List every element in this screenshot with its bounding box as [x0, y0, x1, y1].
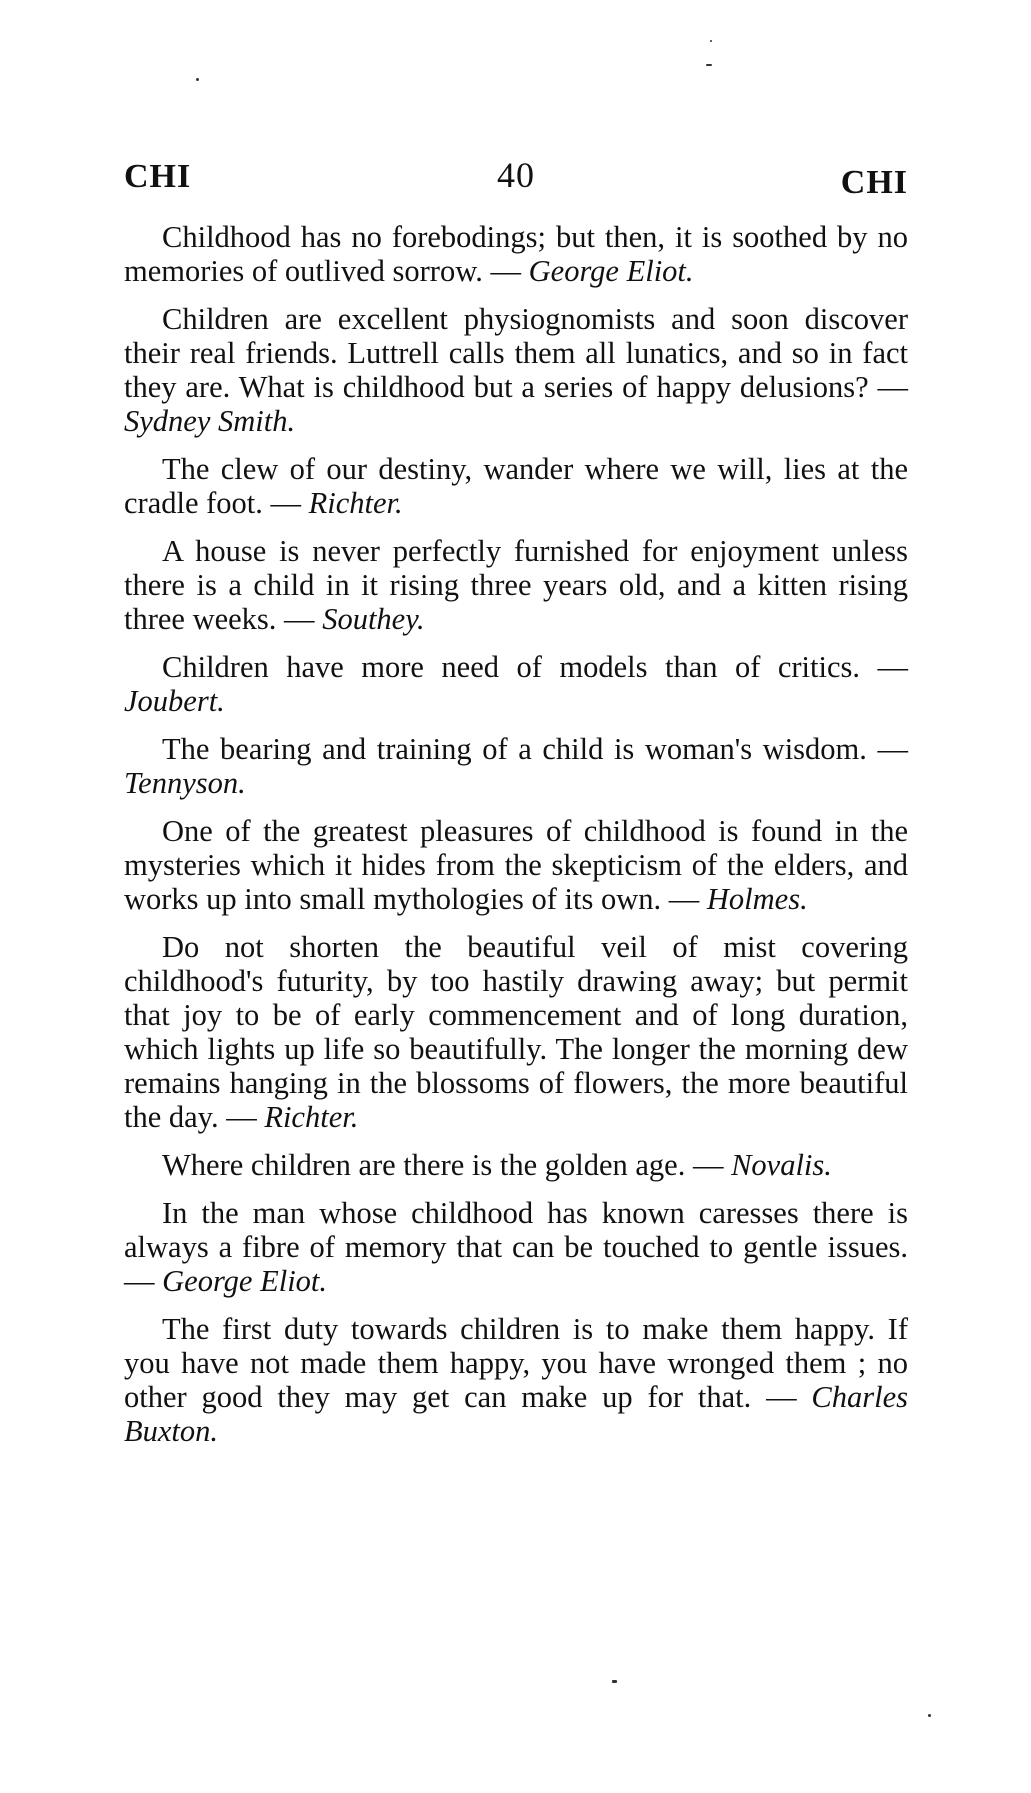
quote-text: Children are excellent physiognomists and soon discover their real friends. Luttrell calls them all lunatics, and so in fact they are. What is childhood but a series of happy delusions? —	[124, 302, 908, 404]
quotation	[124, 732, 908, 800]
print-speck	[710, 40, 712, 42]
print-speck	[196, 78, 199, 81]
quote-author: Charles Buxton.	[124, 1380, 909, 1448]
quote-text: Where children are there is the golden age. —	[162, 1148, 724, 1182]
page-number: 40	[497, 155, 535, 195]
print-speck	[612, 1680, 617, 1683]
header-right-word: CHI	[840, 164, 908, 201]
quotation	[124, 534, 908, 636]
quotation	[124, 1196, 908, 1298]
print-speck	[706, 64, 712, 66]
quotation	[124, 220, 908, 288]
running-header	[124, 155, 908, 202]
quote-text: Childhood has no forebodings; but then, it is soothed by no memories of outlived sorrow. —	[124, 220, 908, 288]
quote-author: Novalis.	[731, 1148, 832, 1182]
quote-author: Sydney Smith.	[124, 404, 296, 438]
quote-text: Children have more need of models than of critics. —	[162, 650, 908, 684]
quotation	[124, 452, 908, 520]
header-left-word: CHI	[124, 158, 192, 195]
quote-text: Do not shorten the beautiful veil of mist covering childhood's futurity, by too hastily drawing away; but permit that joy to be of early commencement and of long duration, which lights up life so beautifully. The longer the morning dew remains hanging in the blossoms of flowers, the more beautiful the day. —	[124, 930, 908, 1134]
quote-author: Richter.	[264, 1100, 359, 1134]
quote-author: Joubert.	[124, 684, 225, 718]
quotation-list	[124, 220, 908, 1462]
quote-text: One of the greatest pleasures of childhood is found in the mysteries which it hides from the skepticism of the elders, and works up into small mythologies of its own. —	[124, 814, 908, 916]
quotation	[124, 814, 908, 916]
quote-text: The bearing and training of a child is woman's wisdom. —	[162, 732, 908, 766]
quotation	[124, 302, 908, 438]
quote-author: Holmes.	[706, 882, 808, 916]
quote-text: In the man whose childhood has known caresses there is always a fibre of memory that can be touched to gentle issues. —	[124, 1196, 908, 1298]
quote-author: Tennyson.	[124, 766, 246, 800]
quote-text: The clew of our destiny, wander where we will, lies at the cradle foot. —	[124, 452, 908, 520]
quote-text: The first duty towards children is to make them happy. If you have not made them happy, you have wronged them ; no other good they may get can make up for that. —	[124, 1312, 908, 1414]
quotation	[124, 1312, 908, 1448]
quotation	[124, 930, 908, 1134]
quotation	[124, 650, 908, 718]
quote-text: A house is never perfectly furnished for enjoyment unless there is a child in it rising three years old, and a kitten rising three weeks. —	[124, 534, 908, 636]
quote-author: Southey.	[322, 602, 425, 636]
quote-author: George Eliot.	[528, 254, 694, 288]
quotation	[124, 1148, 908, 1182]
print-speck	[928, 1714, 931, 1717]
quote-author: George Eliot.	[162, 1264, 328, 1298]
quote-author: Richter.	[308, 486, 403, 520]
